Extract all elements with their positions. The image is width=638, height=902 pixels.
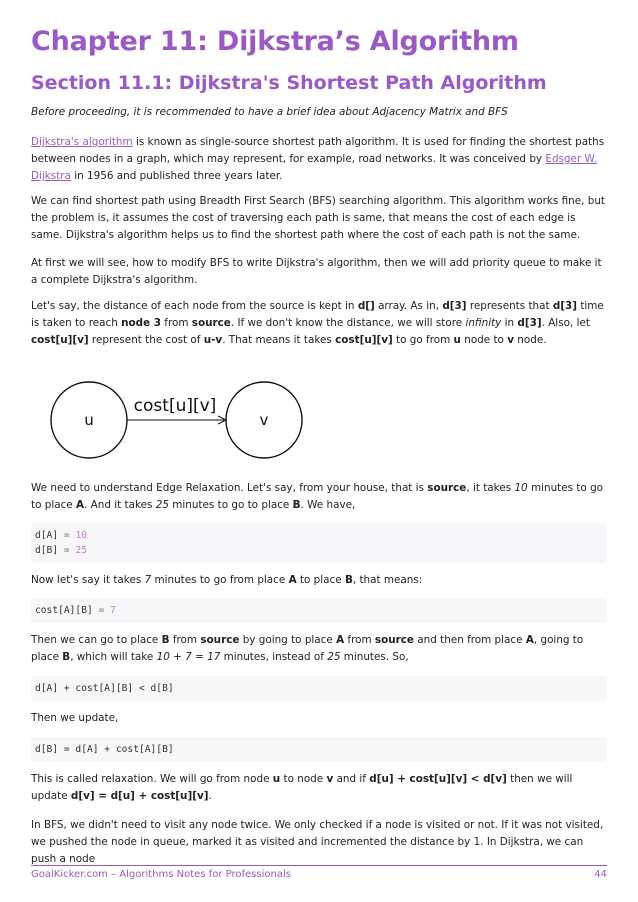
text: , that means: bbox=[352, 574, 423, 586]
bold-text: A bbox=[76, 499, 85, 511]
text: node. bbox=[514, 334, 547, 346]
code-line bbox=[35, 603, 603, 618]
footer-site-title[interactable]: GoalKicker.com – Algorithms Notes for Professionals bbox=[31, 869, 291, 880]
node-u-label: u bbox=[84, 411, 94, 429]
bold-text: A bbox=[525, 634, 534, 646]
intro-italic: Before proceeding, it is recommended to have a brief idea about Adjacency Matrix and BFS bbox=[31, 106, 508, 118]
text: Now let's say it takes bbox=[31, 574, 145, 586]
code-token: 10 bbox=[75, 530, 87, 541]
text: minutes to go from place bbox=[151, 574, 289, 586]
code-line bbox=[35, 528, 603, 543]
code-token: cost[A][B] bbox=[35, 605, 93, 616]
code-token: d[A] bbox=[35, 530, 59, 541]
bold-text: v bbox=[326, 773, 334, 785]
paragraph-modify-bfs: At first we will see, how to modify BFS to write Dijkstra's algorithm, then we will add priority queue to make it a complete Dijkstra's algorithm. bbox=[31, 257, 602, 286]
paragraph-definition bbox=[31, 134, 607, 185]
text: from bbox=[161, 317, 192, 329]
text: , going to place bbox=[31, 634, 584, 663]
text: minutes to go to place bbox=[31, 482, 604, 511]
paragraph-edge-relaxation bbox=[31, 480, 607, 514]
code-line bbox=[35, 543, 603, 558]
text: in bbox=[501, 317, 518, 329]
text: then we will update bbox=[31, 773, 573, 802]
text: and then from place bbox=[413, 634, 526, 646]
text: represent the cost of bbox=[88, 334, 204, 346]
footer-divider bbox=[31, 865, 607, 866]
bold-text: cost[u][v] bbox=[31, 334, 89, 346]
paragraph-update: Then we update, bbox=[31, 712, 119, 724]
code-token: = bbox=[58, 545, 76, 556]
text: to node bbox=[280, 773, 327, 785]
text: . And it takes bbox=[84, 499, 156, 511]
code-block-cost bbox=[31, 598, 607, 623]
text: to place bbox=[296, 574, 345, 586]
bold-text: u bbox=[453, 334, 461, 346]
code-block-distances bbox=[31, 523, 607, 563]
dijkstra-algorithm-link[interactable]: Dijkstra's algorithm bbox=[31, 136, 133, 148]
bold-text: d[] bbox=[357, 300, 375, 312]
text: represents that bbox=[466, 300, 553, 312]
text: array. As in, bbox=[374, 300, 443, 312]
text: Then we can go to place bbox=[31, 634, 162, 646]
bold-text: v bbox=[507, 334, 514, 346]
text: from bbox=[169, 634, 201, 646]
text: . That means it takes bbox=[222, 334, 336, 346]
text: to go from bbox=[392, 334, 454, 346]
bold-text: source bbox=[374, 634, 414, 646]
text: and if bbox=[333, 773, 370, 785]
paragraph-bfs-visited: In BFS, we didn't need to visit any node twice. We only checked if a node is visited or not. If it was not visited, we pushed the node in queue, marked it as visited and incremented the distance by 1. In Dijkstra, we can push a node bbox=[31, 819, 604, 865]
text: in 1956 and published three years later. bbox=[70, 170, 283, 182]
section-title: Section 11.1: Dijkstra's Shortest Path Algorithm bbox=[31, 72, 547, 94]
text: We need to understand Edge Relaxation. Let's say, from your house, that is bbox=[31, 482, 428, 494]
text: Let's say, the distance of each node from the source is kept in bbox=[31, 300, 358, 312]
text: from bbox=[344, 634, 375, 646]
italic-text: infinity bbox=[465, 317, 502, 329]
edge-label: cost[u][v] bbox=[133, 396, 217, 416]
code-block-update bbox=[31, 737, 607, 762]
chapter-title: Chapter 11: Dijkstra’s Algorithm bbox=[31, 26, 519, 57]
italic-text: 10 bbox=[514, 482, 528, 494]
bold-text: node 3 bbox=[121, 317, 161, 329]
code-token: = bbox=[92, 605, 111, 616]
bold-text: cost[u][v] bbox=[335, 334, 393, 346]
paragraph-distance-array bbox=[31, 298, 607, 349]
bold-text: u-v bbox=[203, 334, 223, 346]
italic-text: 25 bbox=[155, 499, 169, 511]
bold-text: u bbox=[272, 773, 281, 785]
bold-text: d[3] bbox=[517, 317, 542, 329]
text: is known as single-source shortest path algorithm. It is used for finding the shortest paths between nodes in a graph, which may represent, for example, road networks. It was conceived by bbox=[31, 136, 605, 165]
text: by going to place bbox=[239, 634, 337, 646]
italic-text: 7 bbox=[144, 574, 152, 586]
code-block-compare bbox=[31, 676, 607, 701]
text: . bbox=[208, 790, 212, 802]
bold-text: source bbox=[427, 482, 467, 494]
text: . If we don't know the distance, we will store bbox=[230, 317, 466, 329]
italic-text: 10 + 7 = 17 bbox=[156, 651, 221, 663]
bold-text: d[3] bbox=[442, 300, 467, 312]
bold-text: source bbox=[200, 634, 240, 646]
text: . We have, bbox=[300, 499, 356, 511]
bold-text: source bbox=[191, 317, 231, 329]
relaxation-diagram bbox=[49, 376, 334, 466]
bold-text: B bbox=[292, 499, 301, 511]
italic-text: 25 bbox=[327, 651, 341, 663]
text: minutes. So, bbox=[340, 651, 409, 663]
bold-text: B bbox=[62, 651, 71, 663]
intro-paragraph bbox=[31, 104, 607, 121]
text: This is called relaxation. We will go from node bbox=[31, 773, 273, 785]
text: . Also, let bbox=[541, 317, 590, 329]
code-token: d[B] bbox=[35, 545, 59, 556]
bold-text: B bbox=[161, 634, 170, 646]
text: minutes, instead of bbox=[220, 651, 328, 663]
footer-page-number: 44 bbox=[594, 869, 607, 880]
paragraph-bfs: We can find shortest path using Breadth First Search (BFS) searching algorithm. This algorithm works fine, but the problem is, it assumes the cost of traversing each path is same, that means the cost of each edge is same. Dijkstra's algorithm helps us to find the shortest path where the cost of each path is not the same. bbox=[31, 195, 605, 241]
code-token: = bbox=[58, 530, 76, 541]
code-token: 7 bbox=[110, 605, 116, 616]
code-line: d[B] = d[A] + cost[A][B] bbox=[35, 744, 174, 755]
text: , it takes bbox=[466, 482, 515, 494]
bold-text: A bbox=[288, 574, 297, 586]
bold-text: A bbox=[336, 634, 345, 646]
edsger-dijkstra-link[interactable]: Edsger W. Dijkstra bbox=[31, 153, 597, 182]
text: , which will take bbox=[70, 651, 157, 663]
code-token: 25 bbox=[75, 545, 87, 556]
text: minutes to go to place bbox=[168, 499, 293, 511]
paragraph-via-a bbox=[31, 632, 607, 666]
text: time is taken to reach bbox=[31, 300, 604, 329]
code-line: d[A] + cost[A][B] < d[B] bbox=[35, 683, 174, 694]
bold-text: d[3] bbox=[552, 300, 578, 312]
node-v-label: v bbox=[259, 411, 269, 429]
bold-text: d[v] = d[u] + cost[u][v] bbox=[70, 790, 209, 802]
bold-text: B bbox=[344, 574, 353, 586]
text: node to bbox=[460, 334, 508, 346]
bold-text: d[u] + cost[u][v] < d[v] bbox=[369, 773, 507, 785]
paragraph-seven-minutes bbox=[31, 572, 607, 589]
paragraph-relaxation bbox=[31, 771, 607, 805]
